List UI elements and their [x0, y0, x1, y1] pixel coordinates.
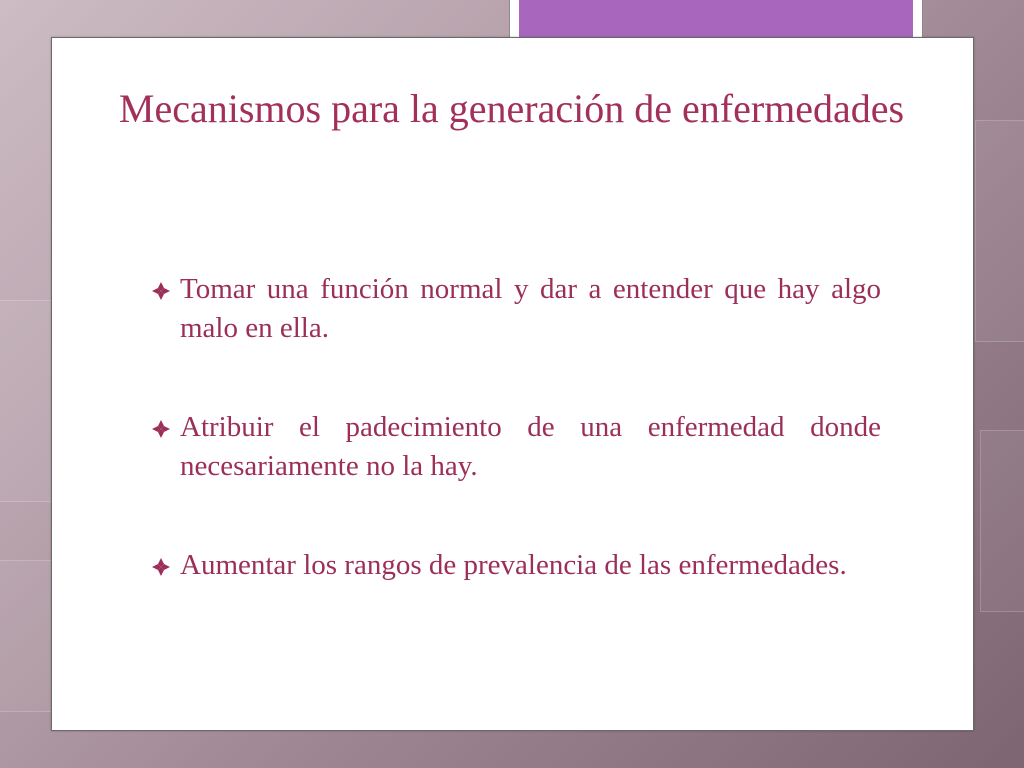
diamond-bullet-icon	[152, 282, 170, 300]
background-tile	[980, 430, 1024, 612]
background-tile	[0, 300, 52, 502]
bullet-text: Atribuir el padecimiento de una enfermedad donde necesariamente no la hay.	[180, 411, 881, 482]
bullet-text: Tomar una función normal y dar a entender que hay algo malo en ella.	[180, 273, 881, 344]
bullet-item	[150, 546, 881, 585]
background-tile	[975, 120, 1024, 342]
background-tile	[0, 560, 52, 712]
bullet-item	[150, 270, 881, 348]
bullet-item	[150, 408, 881, 486]
diamond-bullet-icon	[152, 420, 170, 438]
bullet-text: Aumentar los rangos de prevalencia de las enfermedades.	[180, 549, 847, 581]
bullet-list	[150, 270, 881, 645]
slide-title: Mecanismos para la generación de enfermedades	[118, 86, 905, 131]
diamond-bullet-icon	[152, 558, 170, 576]
